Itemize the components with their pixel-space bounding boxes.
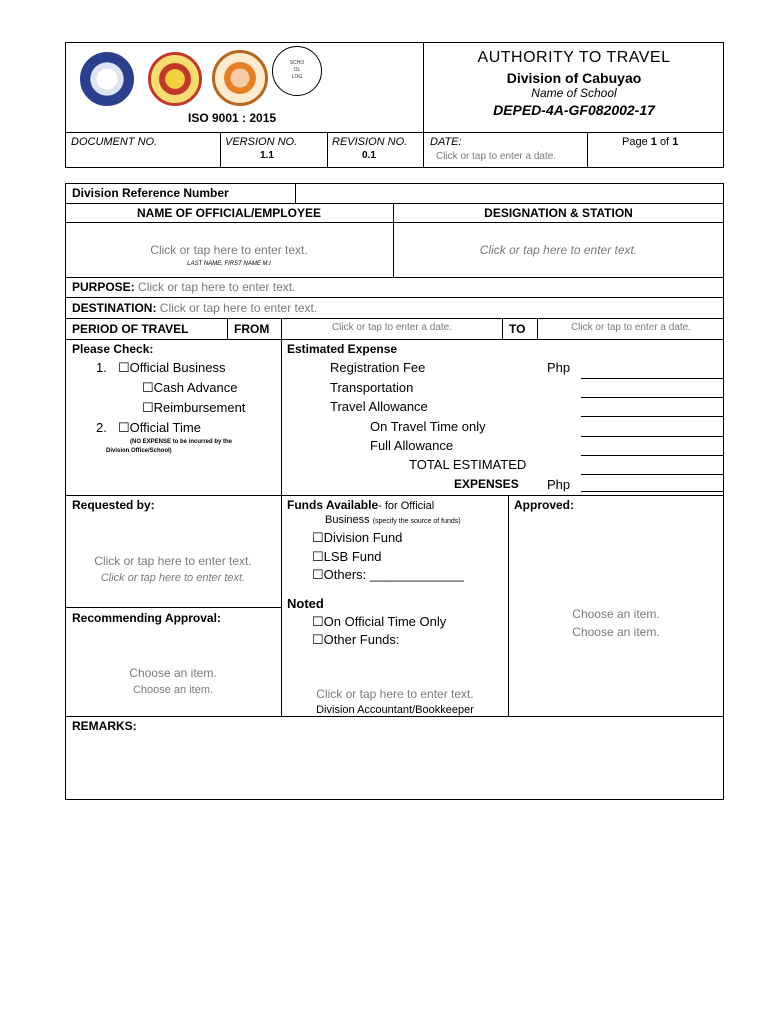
period-divider-3	[502, 318, 503, 339]
recommending-choose-dropdown[interactable]: Choose an item.	[129, 666, 217, 680]
doc-code: DEPED-4A-GF082002-17	[493, 102, 655, 118]
other-funds-checkbox[interactable]: ☐Other Funds:	[312, 632, 400, 647]
recommending-position-dropdown[interactable]: Choose an item.	[132, 684, 214, 696]
on-travel-time-amount-field[interactable]	[581, 436, 723, 437]
version-label: VERSION NO.	[225, 136, 298, 148]
registration-fee-label: Registration Fee	[330, 360, 426, 375]
period-label: PERIOD OF TRAVEL	[72, 322, 189, 336]
purpose-row	[72, 280, 295, 294]
destination-row	[72, 301, 317, 315]
info-divider-1	[220, 132, 221, 168]
total-amount-line-1	[581, 474, 723, 475]
div-ref-divider	[295, 183, 296, 203]
school-name: Name of School	[531, 86, 617, 100]
full-allowance-label: Full Allowance	[370, 438, 454, 453]
travel-allowance-label: Travel Allowance	[330, 399, 428, 414]
check-number-2: 2.	[96, 420, 107, 435]
row-line-3	[65, 277, 724, 278]
name-header: NAME OF OFFICIAL/EMPLOYEE	[136, 206, 321, 220]
total-estimated-label: TOTAL ESTIMATED	[409, 457, 527, 472]
row-line-4	[65, 297, 724, 298]
destination-field[interactable]: Click or tap here to enter text.	[159, 301, 318, 315]
iso-label: ISO 9001 : 2015	[188, 111, 277, 125]
lsb-fund-checkbox[interactable]: ☐LSB Fund	[312, 549, 382, 564]
from-date-field[interactable]: Click or tap to enter a date.	[331, 322, 453, 333]
period-divider-1	[227, 318, 228, 339]
purpose-field[interactable]: Click or tap here to enter text.	[138, 280, 296, 294]
document-no-label: DOCUMENT NO.	[71, 136, 158, 148]
row-line-8	[65, 607, 281, 608]
reimbursement-checkbox[interactable]: ☐Reimbursement	[142, 400, 246, 415]
purpose-label: PURPOSE:	[72, 280, 135, 294]
registration-fee-amount-field[interactable]	[581, 378, 723, 379]
row-line-7	[65, 495, 724, 496]
please-check-label: Please Check:	[72, 342, 154, 356]
transportation-amount-field[interactable]	[581, 397, 723, 398]
expenses-label: EXPENSES	[454, 477, 519, 491]
name-hint: LAST NAME, FIRST NAME M.I	[187, 261, 271, 267]
school-logo-text: SCHO OL LOG	[289, 60, 305, 80]
division-reference-field[interactable]	[297, 185, 722, 202]
check-number-1: 1.	[96, 360, 107, 375]
total-amount-field[interactable]	[581, 491, 723, 492]
requested-by-label: Requested by:	[72, 498, 155, 512]
accountant-field[interactable]: Click or tap here to enter text.	[316, 687, 474, 701]
funds-for-label: - for Official	[378, 500, 435, 512]
row-line-6	[65, 339, 724, 340]
estimated-expense-label: Estimated Expense	[287, 342, 398, 356]
row-line-9	[65, 716, 724, 717]
page-number: 1	[650, 136, 657, 148]
info-divider-3	[587, 132, 588, 168]
approved-label: Approved:	[514, 498, 574, 512]
designation-field[interactable]: Click or tap here to enter text.	[479, 243, 638, 257]
others-checkbox[interactable]: ☐Others: _____________	[312, 567, 464, 582]
page-label: Page	[622, 136, 648, 148]
designation-header: DESIGNATION & STATION	[484, 206, 633, 220]
page-indicator	[622, 136, 678, 148]
full-allowance-amount-field[interactable]	[581, 455, 723, 456]
remarks-label: REMARKS:	[72, 719, 137, 733]
noted-label: Noted	[287, 596, 324, 611]
date-label: DATE:	[430, 136, 462, 148]
row-line-5	[65, 318, 724, 319]
funds-business-label: Business	[325, 514, 370, 526]
date-field[interactable]: Click or tap to enter a date.	[436, 151, 557, 162]
travel-allowance-amount-field[interactable]	[581, 416, 723, 417]
on-official-time-only-checkbox[interactable]: ☐On Official Time Only	[312, 614, 447, 629]
php-label-1: Php	[547, 360, 571, 375]
division-reference-label: Division Reference Number	[72, 186, 229, 200]
no-expense-note: (NO EXPENSE to be incurred by the	[130, 439, 233, 445]
funds-specify-note: (specify the source of funds)	[372, 518, 461, 525]
official-business-checkbox[interactable]: ☐Official Business	[118, 360, 226, 375]
division-name: Division of Cabuyao	[506, 70, 642, 86]
php-label-2: Php	[547, 477, 571, 492]
info-divider-2	[327, 132, 328, 168]
transportation-label: Transportation	[330, 380, 414, 395]
funds-available-row	[287, 498, 434, 512]
remarks-field[interactable]	[66, 735, 722, 798]
to-label: TO	[509, 322, 526, 336]
approved-position-dropdown[interactable]: Choose an item.	[572, 625, 660, 639]
no-expense-note-2: Division Office/School)	[106, 448, 172, 454]
division-fund-checkbox[interactable]: ☐Division Fund	[312, 530, 403, 545]
version-value: 1.1	[260, 150, 274, 161]
official-time-checkbox[interactable]: ☐Official Time	[118, 420, 201, 435]
recommending-approval-label: Recommending Approval:	[72, 611, 221, 625]
revision-value: 0.1	[362, 150, 376, 161]
revision-label: REVISION NO.	[332, 136, 408, 148]
division-seal-icon	[212, 50, 268, 106]
on-travel-time-label: On Travel Time only	[370, 419, 486, 434]
row-line-1	[65, 203, 724, 204]
requested-by-field[interactable]: Click or tap here to enter text.	[94, 554, 252, 568]
school-seal-icon	[148, 52, 202, 106]
header-info-divider	[65, 132, 724, 133]
to-date-field[interactable]: Click or tap to enter a date.	[570, 322, 692, 333]
deped-seal-icon	[80, 52, 134, 106]
funds-approved-divider	[508, 495, 509, 716]
from-label: FROM	[234, 322, 270, 336]
form-title: AUTHORITY TO TRAVEL	[477, 49, 671, 66]
funds-business-row	[325, 514, 461, 526]
row-line-2	[65, 222, 724, 223]
page-of: of	[659, 136, 670, 148]
requested-by-position-field[interactable]: Click or tap here to enter text.	[100, 572, 246, 584]
page-total: 1	[672, 136, 679, 148]
check-expense-divider	[281, 339, 282, 716]
funds-available-label: Funds Available	[287, 498, 379, 512]
cash-advance-checkbox[interactable]: ☐Cash Advance	[142, 380, 238, 395]
destination-label: DESTINATION:	[72, 301, 157, 315]
approved-choose-dropdown[interactable]: Choose an item.	[572, 607, 660, 621]
accountant-title: Division Accountant/Bookkeeper	[316, 704, 474, 716]
name-field[interactable]: Click or tap here to enter text.	[150, 243, 308, 257]
